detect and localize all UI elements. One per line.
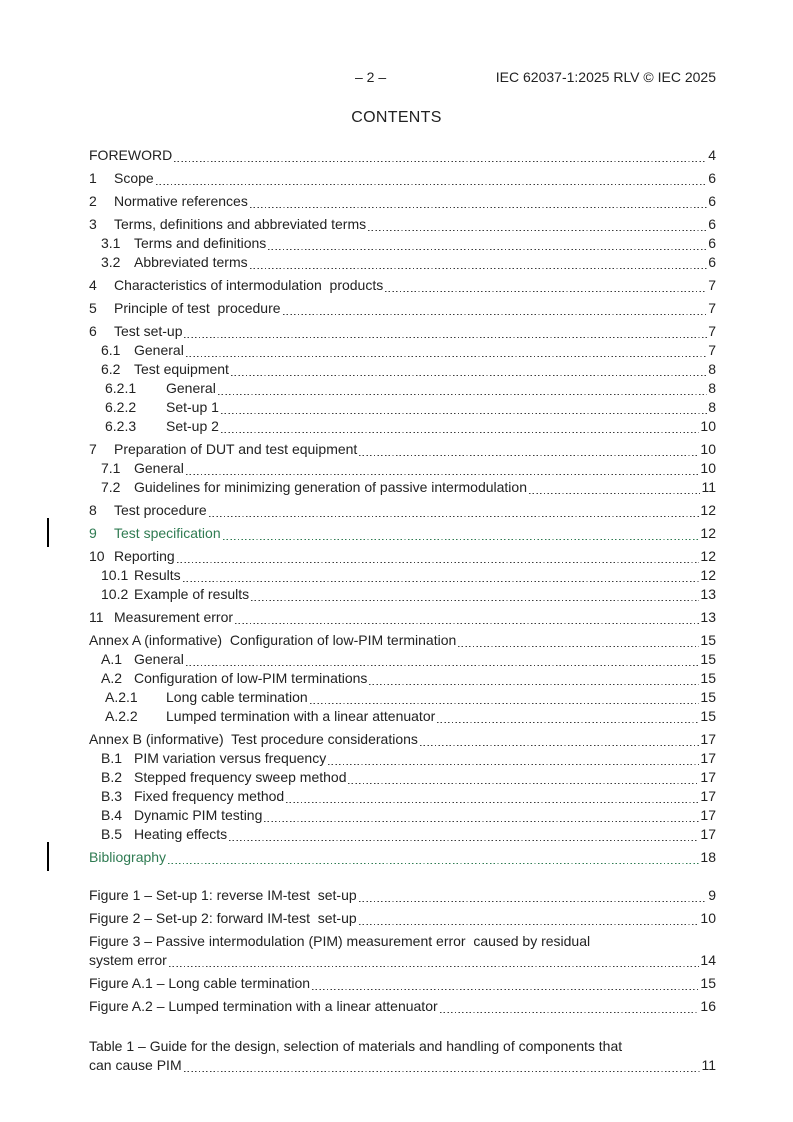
table-of-contents xyxy=(89,146,716,1075)
dot-leader xyxy=(227,825,700,844)
dot-leader xyxy=(456,631,700,650)
document-reference: IEC 62037-1:2025 RLV © IEC 2025 xyxy=(495,69,716,85)
dot-leader xyxy=(435,707,700,726)
page-number: 17 xyxy=(700,769,716,785)
toc-section xyxy=(89,146,716,867)
entry-number: 7.1 xyxy=(101,460,121,476)
revision-change-bar xyxy=(47,842,49,871)
entry-title: Figure 3 – Passive intermodulation (PIM) measurement error caused by residual xyxy=(89,933,591,949)
entry-title: Abbreviated terms xyxy=(134,254,248,270)
entry-number: 6.1 xyxy=(101,342,121,358)
page-number: 6 xyxy=(708,235,716,251)
dot-leader xyxy=(357,886,709,905)
toc-entry[interactable] xyxy=(89,360,716,379)
toc-entry[interactable] xyxy=(89,146,716,165)
dot-leader xyxy=(207,501,701,520)
page-number: 7 xyxy=(708,342,716,358)
dot-leader xyxy=(154,169,709,188)
page-number: 10 xyxy=(700,418,716,434)
toc-entry[interactable] xyxy=(89,322,716,341)
entry-title: FOREWORD xyxy=(89,147,173,163)
dot-leader xyxy=(181,566,701,585)
page-number: 12 xyxy=(700,502,716,518)
entry-number: 9 xyxy=(89,525,97,541)
page-number: 15 xyxy=(700,670,716,686)
figures-section xyxy=(89,886,716,1016)
contents-title: CONTENTS xyxy=(351,109,442,126)
page-number: 17 xyxy=(700,788,716,804)
entry-number: 2 xyxy=(89,193,97,209)
dot-leader xyxy=(281,299,709,318)
toc-entry[interactable] xyxy=(89,276,716,295)
entry-number: 3.2 xyxy=(101,254,121,270)
page-number: 11 xyxy=(701,479,716,495)
toc-entry[interactable] xyxy=(89,478,716,497)
toc-entry[interactable] xyxy=(89,501,716,520)
entry-title: Figure A.2 – Lumped termination with a linear attenuator xyxy=(89,998,438,1014)
entry-number: 11 xyxy=(89,609,104,625)
toc-entry[interactable] xyxy=(89,299,716,318)
toc-entry[interactable] xyxy=(89,215,716,234)
dot-leader xyxy=(308,688,701,707)
header-page-number: – 2 – xyxy=(355,69,387,85)
page-number: 10 xyxy=(700,441,716,457)
entry-number: 10.1 xyxy=(101,567,129,583)
toc-entry[interactable] xyxy=(89,192,716,211)
figure-entry[interactable] xyxy=(89,997,716,1016)
entry-number: 7.2 xyxy=(101,479,121,495)
dot-leader xyxy=(184,341,708,360)
toc-entry[interactable] xyxy=(89,669,716,688)
entry-number: 8 xyxy=(89,502,97,518)
table-entry[interactable] xyxy=(89,1037,716,1056)
entry-number: B.4 xyxy=(101,807,123,823)
toc-entry[interactable] xyxy=(89,440,716,459)
entry-number: 6.2 xyxy=(101,361,121,377)
page-number: 7 xyxy=(708,277,716,293)
page-number: 6 xyxy=(708,254,716,270)
toc-entry[interactable] xyxy=(89,768,716,787)
page-number: 15 xyxy=(700,632,716,648)
revision-change-bar xyxy=(47,518,49,547)
page-number: 15 xyxy=(700,975,716,991)
figure-entry[interactable] xyxy=(89,886,716,905)
page-number: 6 xyxy=(708,170,716,186)
dot-leader xyxy=(310,974,700,993)
toc-entry[interactable] xyxy=(89,566,716,585)
page-number: 15 xyxy=(700,689,716,705)
toc-entry[interactable] xyxy=(89,459,716,478)
entry-title: Stepped frequency sweep method xyxy=(134,769,347,785)
entry-number: B.2 xyxy=(101,769,123,785)
toc-entry[interactable] xyxy=(89,730,716,749)
entry-title: can cause PIM xyxy=(89,1057,182,1073)
entry-title: Lumped termination with a linear attenuator xyxy=(166,708,436,724)
table-entry[interactable] xyxy=(89,1056,716,1075)
entry-number: A.2.1 xyxy=(105,689,138,705)
page-number: 11 xyxy=(701,1057,716,1073)
dot-leader xyxy=(248,192,708,211)
entry-title: General xyxy=(134,460,184,476)
dot-leader xyxy=(182,322,708,341)
toc-entry[interactable] xyxy=(89,585,716,604)
entry-number: 5 xyxy=(89,300,97,316)
dot-leader xyxy=(175,547,701,566)
page-number: 17 xyxy=(700,750,716,766)
entry-title: Dynamic PIM testing xyxy=(134,807,263,823)
dot-leader xyxy=(527,478,701,497)
dot-leader xyxy=(184,650,701,669)
entry-number: 3.1 xyxy=(101,235,121,251)
page-number: 7 xyxy=(708,300,716,316)
dot-leader xyxy=(262,806,700,825)
entry-title: Example of results xyxy=(134,586,250,602)
entry-number: 10 xyxy=(89,548,105,564)
entry-title: Guidelines for minimizing generation of passive intermodulation xyxy=(134,479,527,495)
dot-leader xyxy=(221,524,701,543)
entry-number: 7 xyxy=(89,441,97,457)
page-number: 6 xyxy=(708,216,716,232)
entry-title: Figure 1 – Set-up 1: reverse IM-test set-up xyxy=(89,887,357,903)
entry-number: B.3 xyxy=(101,788,123,804)
entry-title: Characteristics of intermodulation products xyxy=(114,277,384,293)
dot-leader xyxy=(184,459,701,478)
page-number: 12 xyxy=(700,567,716,583)
page-number: 8 xyxy=(708,361,716,377)
page-number: 13 xyxy=(700,609,716,625)
page-number: 17 xyxy=(700,826,716,842)
dot-leader xyxy=(216,379,708,398)
entry-number: 4 xyxy=(89,277,97,293)
entry-number: 6 xyxy=(89,323,97,339)
entry-title: Measurement error xyxy=(114,609,234,625)
dot-leader xyxy=(326,749,700,768)
entry-title: General xyxy=(134,651,184,667)
dot-leader xyxy=(219,417,700,436)
toc-entry[interactable] xyxy=(89,806,716,825)
figure-entry[interactable] xyxy=(89,909,716,928)
page-number: 7 xyxy=(708,323,716,339)
entry-number: 3 xyxy=(89,216,97,232)
entry-title: system error xyxy=(89,952,167,968)
page-number: 18 xyxy=(700,849,716,865)
dot-leader xyxy=(229,360,708,379)
dot-leader xyxy=(383,276,708,295)
toc-entry[interactable] xyxy=(89,341,716,360)
toc-entry[interactable] xyxy=(89,608,716,627)
dot-leader xyxy=(366,215,708,234)
entry-title: Annex B (informative) Test procedure considerations xyxy=(89,731,418,747)
entry-title: Configuration of low-PIM terminations xyxy=(134,670,368,686)
dot-leader xyxy=(367,669,700,688)
entry-title: General xyxy=(134,342,184,358)
entry-title: Terms and definitions xyxy=(134,235,267,251)
entry-title: Preparation of DUT and test equipment xyxy=(114,441,358,457)
entry-number: B.1 xyxy=(101,750,123,766)
toc-entry[interactable] xyxy=(89,650,716,669)
page-number: 10 xyxy=(700,910,716,926)
toc-entry[interactable] xyxy=(89,524,716,543)
page-number: 4 xyxy=(708,147,716,163)
dot-leader xyxy=(182,1056,702,1075)
entry-title: Scope xyxy=(114,170,154,186)
page-number: 10 xyxy=(700,460,716,476)
dot-leader xyxy=(249,585,700,604)
dot-leader xyxy=(219,398,708,417)
entry-title: Figure A.1 – Long cable termination xyxy=(89,975,311,991)
page-number: 15 xyxy=(700,708,716,724)
page-number: 6 xyxy=(708,193,716,209)
dot-leader xyxy=(172,146,708,165)
dot-leader xyxy=(167,951,701,970)
page-number: 8 xyxy=(708,399,716,415)
dot-leader xyxy=(266,234,708,253)
entry-number: A.2.2 xyxy=(105,708,138,724)
dot-leader xyxy=(357,909,701,928)
toc-entry[interactable] xyxy=(89,547,716,566)
page-number: 9 xyxy=(708,887,716,903)
page-number: 12 xyxy=(700,525,716,541)
toc-entry[interactable] xyxy=(89,631,716,650)
dot-leader xyxy=(357,440,700,459)
dot-leader xyxy=(438,997,701,1016)
dot-leader xyxy=(166,848,700,867)
page-number: 13 xyxy=(700,586,716,602)
toc-entry[interactable] xyxy=(89,688,716,707)
entry-title: Test set-up xyxy=(114,323,183,339)
toc-entry[interactable] xyxy=(89,169,716,188)
entry-number: 1 xyxy=(89,170,97,186)
page-number: 16 xyxy=(700,998,716,1014)
entry-number: A.1 xyxy=(101,651,123,667)
entry-number: 10.2 xyxy=(101,586,129,602)
page-number: 17 xyxy=(700,807,716,823)
entry-title: Figure 2 – Set-up 2: forward IM-test set-up xyxy=(89,910,357,926)
entry-number: 6.2.3 xyxy=(105,418,137,434)
entry-title: Bibliography xyxy=(89,849,167,865)
toc-entry[interactable] xyxy=(89,848,716,867)
tables-section xyxy=(89,1037,716,1075)
entry-title: Terms, definitions and abbreviated terms xyxy=(114,216,367,232)
toc-entry[interactable] xyxy=(89,707,716,726)
dot-leader xyxy=(233,608,700,627)
entry-number: 6.2.1 xyxy=(105,380,137,396)
entry-title: General xyxy=(166,380,216,396)
entry-title: Long cable termination xyxy=(166,689,308,705)
entry-title: PIM variation versus frequency xyxy=(134,750,327,766)
dot-leader xyxy=(248,253,709,272)
page-number: 14 xyxy=(700,952,716,968)
entry-title: Results xyxy=(134,567,181,583)
page-header xyxy=(89,69,716,87)
entry-number: A.2 xyxy=(101,670,123,686)
dot-leader xyxy=(346,768,700,787)
entry-title: Table 1 – Guide for the design, selection of materials and handling of components that xyxy=(89,1038,623,1054)
figure-entry[interactable] xyxy=(89,932,716,951)
entry-title: Test equipment xyxy=(134,361,229,377)
dot-leader xyxy=(418,730,701,749)
entry-title: Test procedure xyxy=(114,502,207,518)
toc-entry[interactable] xyxy=(89,749,716,768)
entry-title: Heating effects xyxy=(134,826,228,842)
toc-entry[interactable] xyxy=(89,234,716,253)
entry-title: Annex A (informative) Configuration of low-PIM termination xyxy=(89,632,457,648)
page-number: 17 xyxy=(700,731,716,747)
figure-entry[interactable] xyxy=(89,951,716,970)
entry-title: Principle of test procedure xyxy=(114,300,281,316)
toc-entry[interactable] xyxy=(89,787,716,806)
page-number: 15 xyxy=(700,651,716,667)
entry-title: Reporting xyxy=(114,548,175,564)
entry-title: Test specification xyxy=(114,525,221,541)
figure-entry[interactable] xyxy=(89,974,716,993)
page-number: 12 xyxy=(700,548,716,564)
toc-entry[interactable] xyxy=(89,398,716,417)
dot-leader xyxy=(284,787,700,806)
toc-entry[interactable] xyxy=(89,417,716,436)
page-number: 8 xyxy=(708,380,716,396)
toc-entry[interactable] xyxy=(89,253,716,272)
toc-entry[interactable] xyxy=(89,379,716,398)
entry-title: Set-up 2 xyxy=(166,418,219,434)
toc-entry[interactable] xyxy=(89,825,716,844)
entry-title: Fixed frequency method xyxy=(134,788,285,804)
entry-title: Normative references xyxy=(114,193,248,209)
entry-number: 6.2.2 xyxy=(105,399,137,415)
entry-title: Set-up 1 xyxy=(166,399,219,415)
entry-number: B.5 xyxy=(101,826,123,842)
